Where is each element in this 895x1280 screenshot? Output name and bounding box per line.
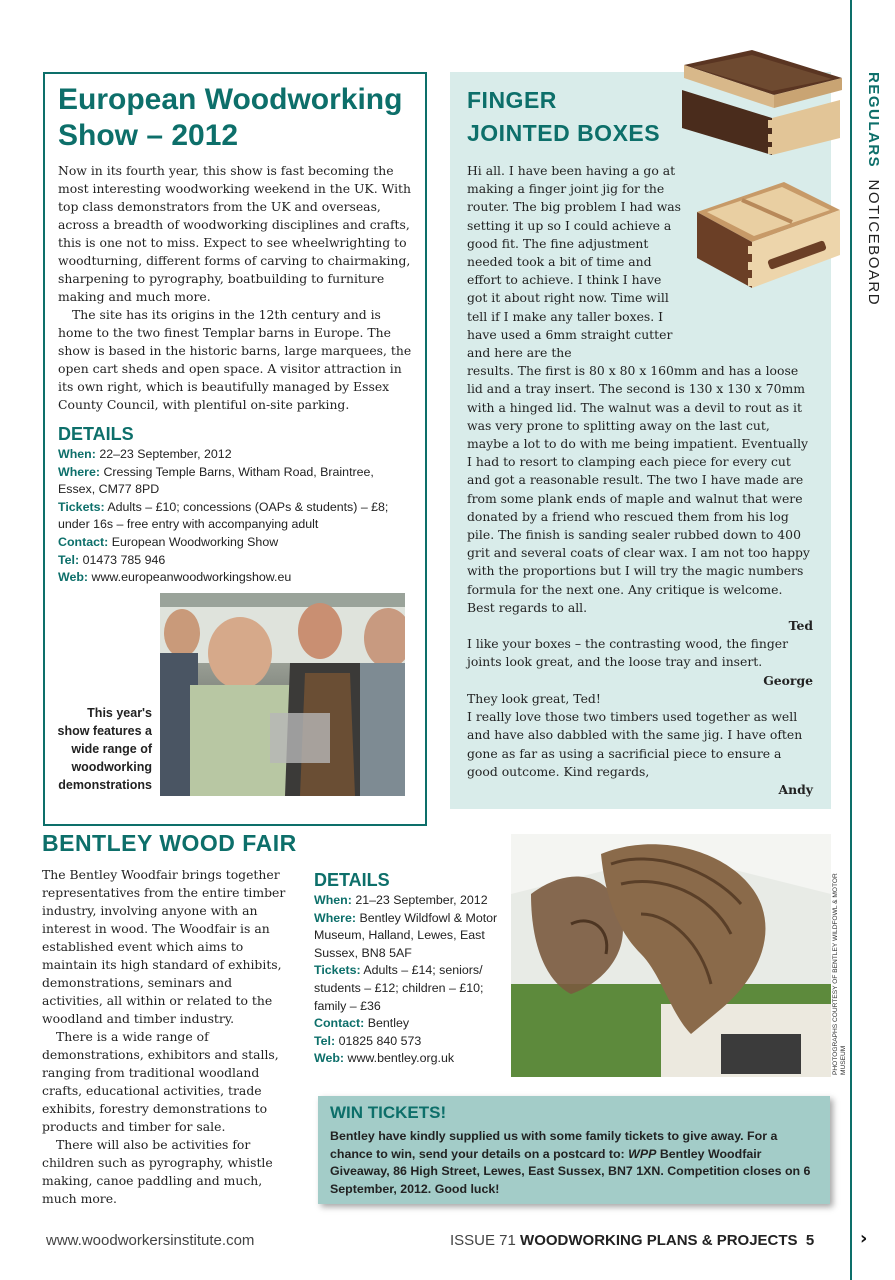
forum-post-andy: I really love those two timbers used together as well and have also dabbled with the same jig. I have often gone as far as using a sacrificial piece to ensure a good outcome. Kind regards, [467, 709, 803, 779]
tel-label: Tel: [314, 1033, 336, 1048]
web-link[interactable]: www.bentley.org.uk [347, 1051, 455, 1066]
forum-post-ted: Hi all. I have been having a go at making a finger joint jig for the router. The big problem I had was setting it up so I could achieve a good fit. The fine adjustment needed took a bit of time and effort to achieve. I think I have got it about right now. Time will tell if I make any taller boxes. I have used a 6mm straight cutter and here are the results. The first is 80 x 80 x 160mm and has a loose lid and a tray insert. The second is 130 x 130 x 70mm with a hinged lid. The walnut was a devil to rout as it was very prone to splitting away on the last cut, maybe a lot to do with me being impatient. Eventually I had to resort to clamping each piece for every cut and got a reasonable result. The two I have made are from some plank ends of maple and walnut that were donated by a friend who rescued them from his log pile. The finish is sanding sealer rubbed down to 400 grit and several coats of clear wax. I am not too happy with the proportions but I will try the magic numbers formula for the next one. Any critique is welcome. Best regards to all. [467, 163, 810, 615]
web-link[interactable]: www.europeanwoodworkingshow.eu [91, 570, 292, 585]
horse-photo-illustration [511, 834, 831, 1077]
finger-article-title [467, 84, 707, 150]
where-value: Cressing Temple Barns, Witham Road, Braintree, Essex, CM77 8PD [58, 464, 374, 497]
bentley-details [314, 892, 504, 1068]
win-tickets-text [330, 1128, 820, 1198]
footer-issue-info [450, 1232, 814, 1249]
contact-value: Bentley [367, 1016, 410, 1031]
photo-illustration [160, 593, 405, 796]
finger-title-line2: JOINTED BOXES [467, 120, 661, 146]
finger-title-line1: FINGER [467, 87, 557, 113]
euro-article-title: European Woodworking Show – 2012 [58, 83, 403, 152]
win-tickets-title: WIN TICKETS! [330, 1103, 447, 1122]
footer-website-link[interactable]: www.woodworkersinstitute.com [46, 1232, 255, 1249]
photo-credit-text: PHOTOGRAPHS COURTESY OF BENTLEY WILDFOWL & MOTOR MUSEUM [832, 873, 847, 1075]
forum-post-george: I like your boxes – the contrasting wood, the finger joints look great, and the loose tray and insert. [467, 636, 789, 670]
tickets-value: Adults – £10; concessions (OAPs & students) – £8; under 16s – free entry with accompanying adult [58, 499, 389, 532]
when-label: When: [314, 893, 352, 907]
tel-value: 01473 785 946 [82, 552, 166, 567]
euro-paragraph: Now in its fourth year, this show is fast becoming the most interesting woodworking weekend in the UK. With top class demonstrators from the UK and overseas, across a breadth of woodworking disciplines and crafts, this is one not to miss. Expect to see wheelwrighting to woodturning, different forms of carving to chairmaking, sharpening to pyrography, boatbuilding to furniture making and much more. [58, 163, 412, 304]
signature-andy: Andy [778, 781, 813, 797]
bentley-article-body [42, 866, 294, 1208]
contact-label: Contact: [58, 534, 109, 549]
tickets-label: Tickets: [58, 499, 105, 514]
next-page-arrow-icon[interactable]: › [860, 1228, 868, 1249]
finger-article-body [467, 162, 813, 799]
magazine-title: WOODWORKING PLANS & PROJECTS [520, 1232, 798, 1249]
driftwood-horse-sculpture-photo [511, 834, 831, 1077]
bentley-details-heading: DETAILS [314, 870, 390, 890]
show-demonstration-photo [160, 593, 405, 796]
euro-paragraph: The site has its origins in the 12th century and is home to the two finest Templar barns in Europe. The show is based in the historic barns, large marquees, the open cart sheds and open space. A visitor attraction in its own right, which is beautifully managed by Essex County Council, with plentiful on-site parking. [58, 307, 412, 412]
subsection-name: NOTICEBOARD [865, 179, 882, 307]
tickets-label: Tickets: [314, 963, 361, 978]
forum-post-andy-greeting: They look great, Ted! [467, 690, 601, 706]
photo-credit [832, 860, 856, 1080]
contact-value: European Woodworking Show [111, 534, 279, 549]
contact-label: Contact: [314, 1016, 365, 1031]
tel-value: 01825 840 573 [338, 1033, 422, 1048]
issue-number: ISSUE 71 [450, 1232, 516, 1249]
signature-george: George [763, 672, 813, 688]
section-name: REGULARS [865, 72, 882, 169]
photo-caption: This year's show features a wide range of woodworking demonstrations [57, 706, 152, 792]
signature-ted: Ted [788, 618, 813, 634]
tel-label: Tel: [58, 552, 80, 567]
euro-details-heading: DETAILS [58, 424, 134, 444]
euro-details [58, 446, 408, 587]
when-value: 22–23 September, 2012 [99, 447, 232, 461]
sidebar-rule [850, 0, 852, 1280]
tickets-value: Adults – £14; seniors/ students – £12; children – £10; family – £36 [314, 963, 484, 1013]
where-value: Bentley Wildfowl & Motor Museum, Halland, Lewes, East Sussex, BN8 5AF [314, 910, 498, 960]
section-label [858, 72, 884, 307]
where-label: Where: [314, 910, 356, 925]
web-label: Web: [58, 570, 89, 585]
win-text-magazine: WPP [628, 1146, 657, 1161]
win-text-intro: Bentley have kindly supplied us with some family tickets to give away. For a chance to win, send your details on a postcard to: [330, 1129, 778, 1161]
web-label: Web: [314, 1051, 345, 1066]
bentley-paragraph: The Bentley Woodfair brings together representatives from the entire timber industry, involving anyone with an interest in wood. The Woodfair is an established event which aims to maintain its high standard of exhibits, demonstrations, seminars and activities, all within or related to the woodland and timber industry. [42, 867, 286, 1026]
when-value: 21–23 September, 2012 [355, 893, 488, 907]
bentley-article-title: BENTLEY WOOD FAIR [42, 830, 297, 856]
euro-article-body [58, 162, 413, 414]
bentley-paragraph: There will also be activities for children such as pyrography, whistle making, canoe paddling and much, much more. [42, 1137, 273, 1206]
where-label: Where: [58, 464, 100, 479]
page-number: 5 [805, 1232, 815, 1249]
when-label: When: [58, 447, 96, 461]
win-text-address: Bentley Woodfair Giveaway, 86 High Street, Lewes, East Sussex, BN7 1XN. Competition closes on 6 September, 2012. Good luck! [330, 1146, 811, 1196]
bentley-paragraph: There is a wide range of demonstrations, exhibitors and stalls, ranging from traditional woodland crafts, educational activities, trade exhibits, forestry demonstrations to products and timber for sale. [42, 1029, 279, 1134]
